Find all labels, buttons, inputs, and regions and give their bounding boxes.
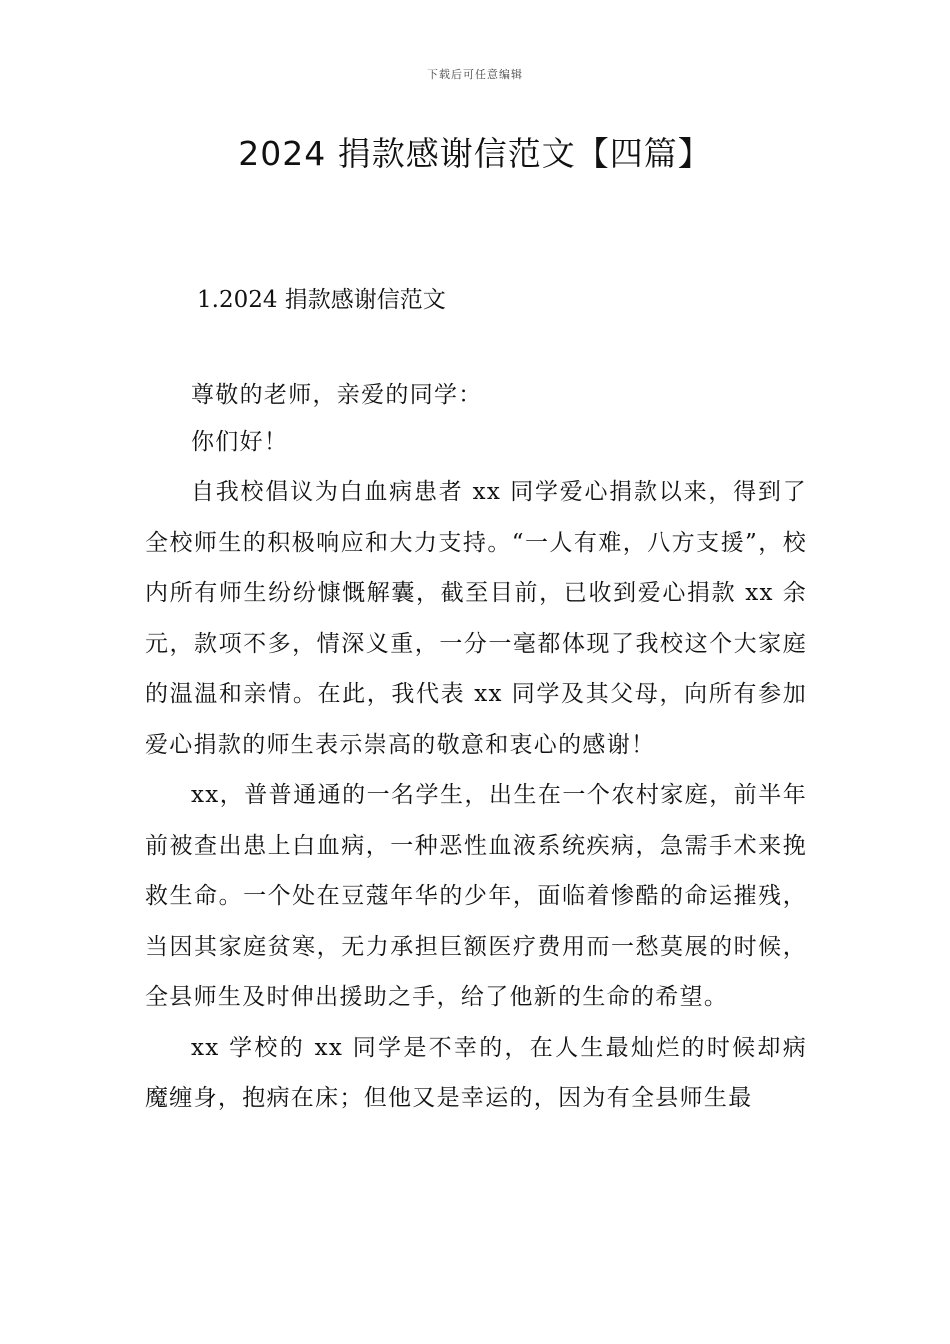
body-paragraph: xx，普普通通的一名学生，出生在一个农村家庭，前半年前被查出患上白血病，一种恶性血液系统疾病，急需手术来挽救生命。一个处在豆蔻年华的少年，面临着惨酷的命运摧残，当因其家庭贫寒，无力承担巨额医疗费用而一愁莫展的时候，全县师生及时伸出援助之手，给了他新的生命的希望。: [145, 782, 807, 1010]
letter-greeting: 你们好！: [191, 428, 289, 455]
section-heading: 1.2024 捐款感谢信范文: [197, 287, 446, 313]
letter-salutation: 尊敬的老师，亲爱的同学：: [191, 382, 483, 408]
document-body: [145, 280, 807, 1124]
body-paragraph: 自我校倡议为白血病患者 xx 同学爱心捐款以来，得到了全校师生的积极响应和大力支持。“一人有难，八方支援”，校内所有师生纷纷慷慨解囊，截至目前，已收到爱心捐款 xx 余元，款项不多，情深义重，一分一毫都体现了我校这个大家庭的温温和亲情。在此，我代表 xx 同学及其父母，向所有参加爱心捐款的师生表示崇高的敬意和衷心的感谢！: [145, 479, 807, 758]
page-header-note: 下载后可任意编辑: [427, 68, 523, 81]
body-paragraph: xx 学校的 xx 同学是不幸的，在人生最灿烂的时候却病魔缠身，抱病在床；但他又是幸运的，因为有全县师生最: [145, 1034, 807, 1111]
document-title: 2024 捐款感谢信范文【四篇】: [238, 134, 712, 173]
